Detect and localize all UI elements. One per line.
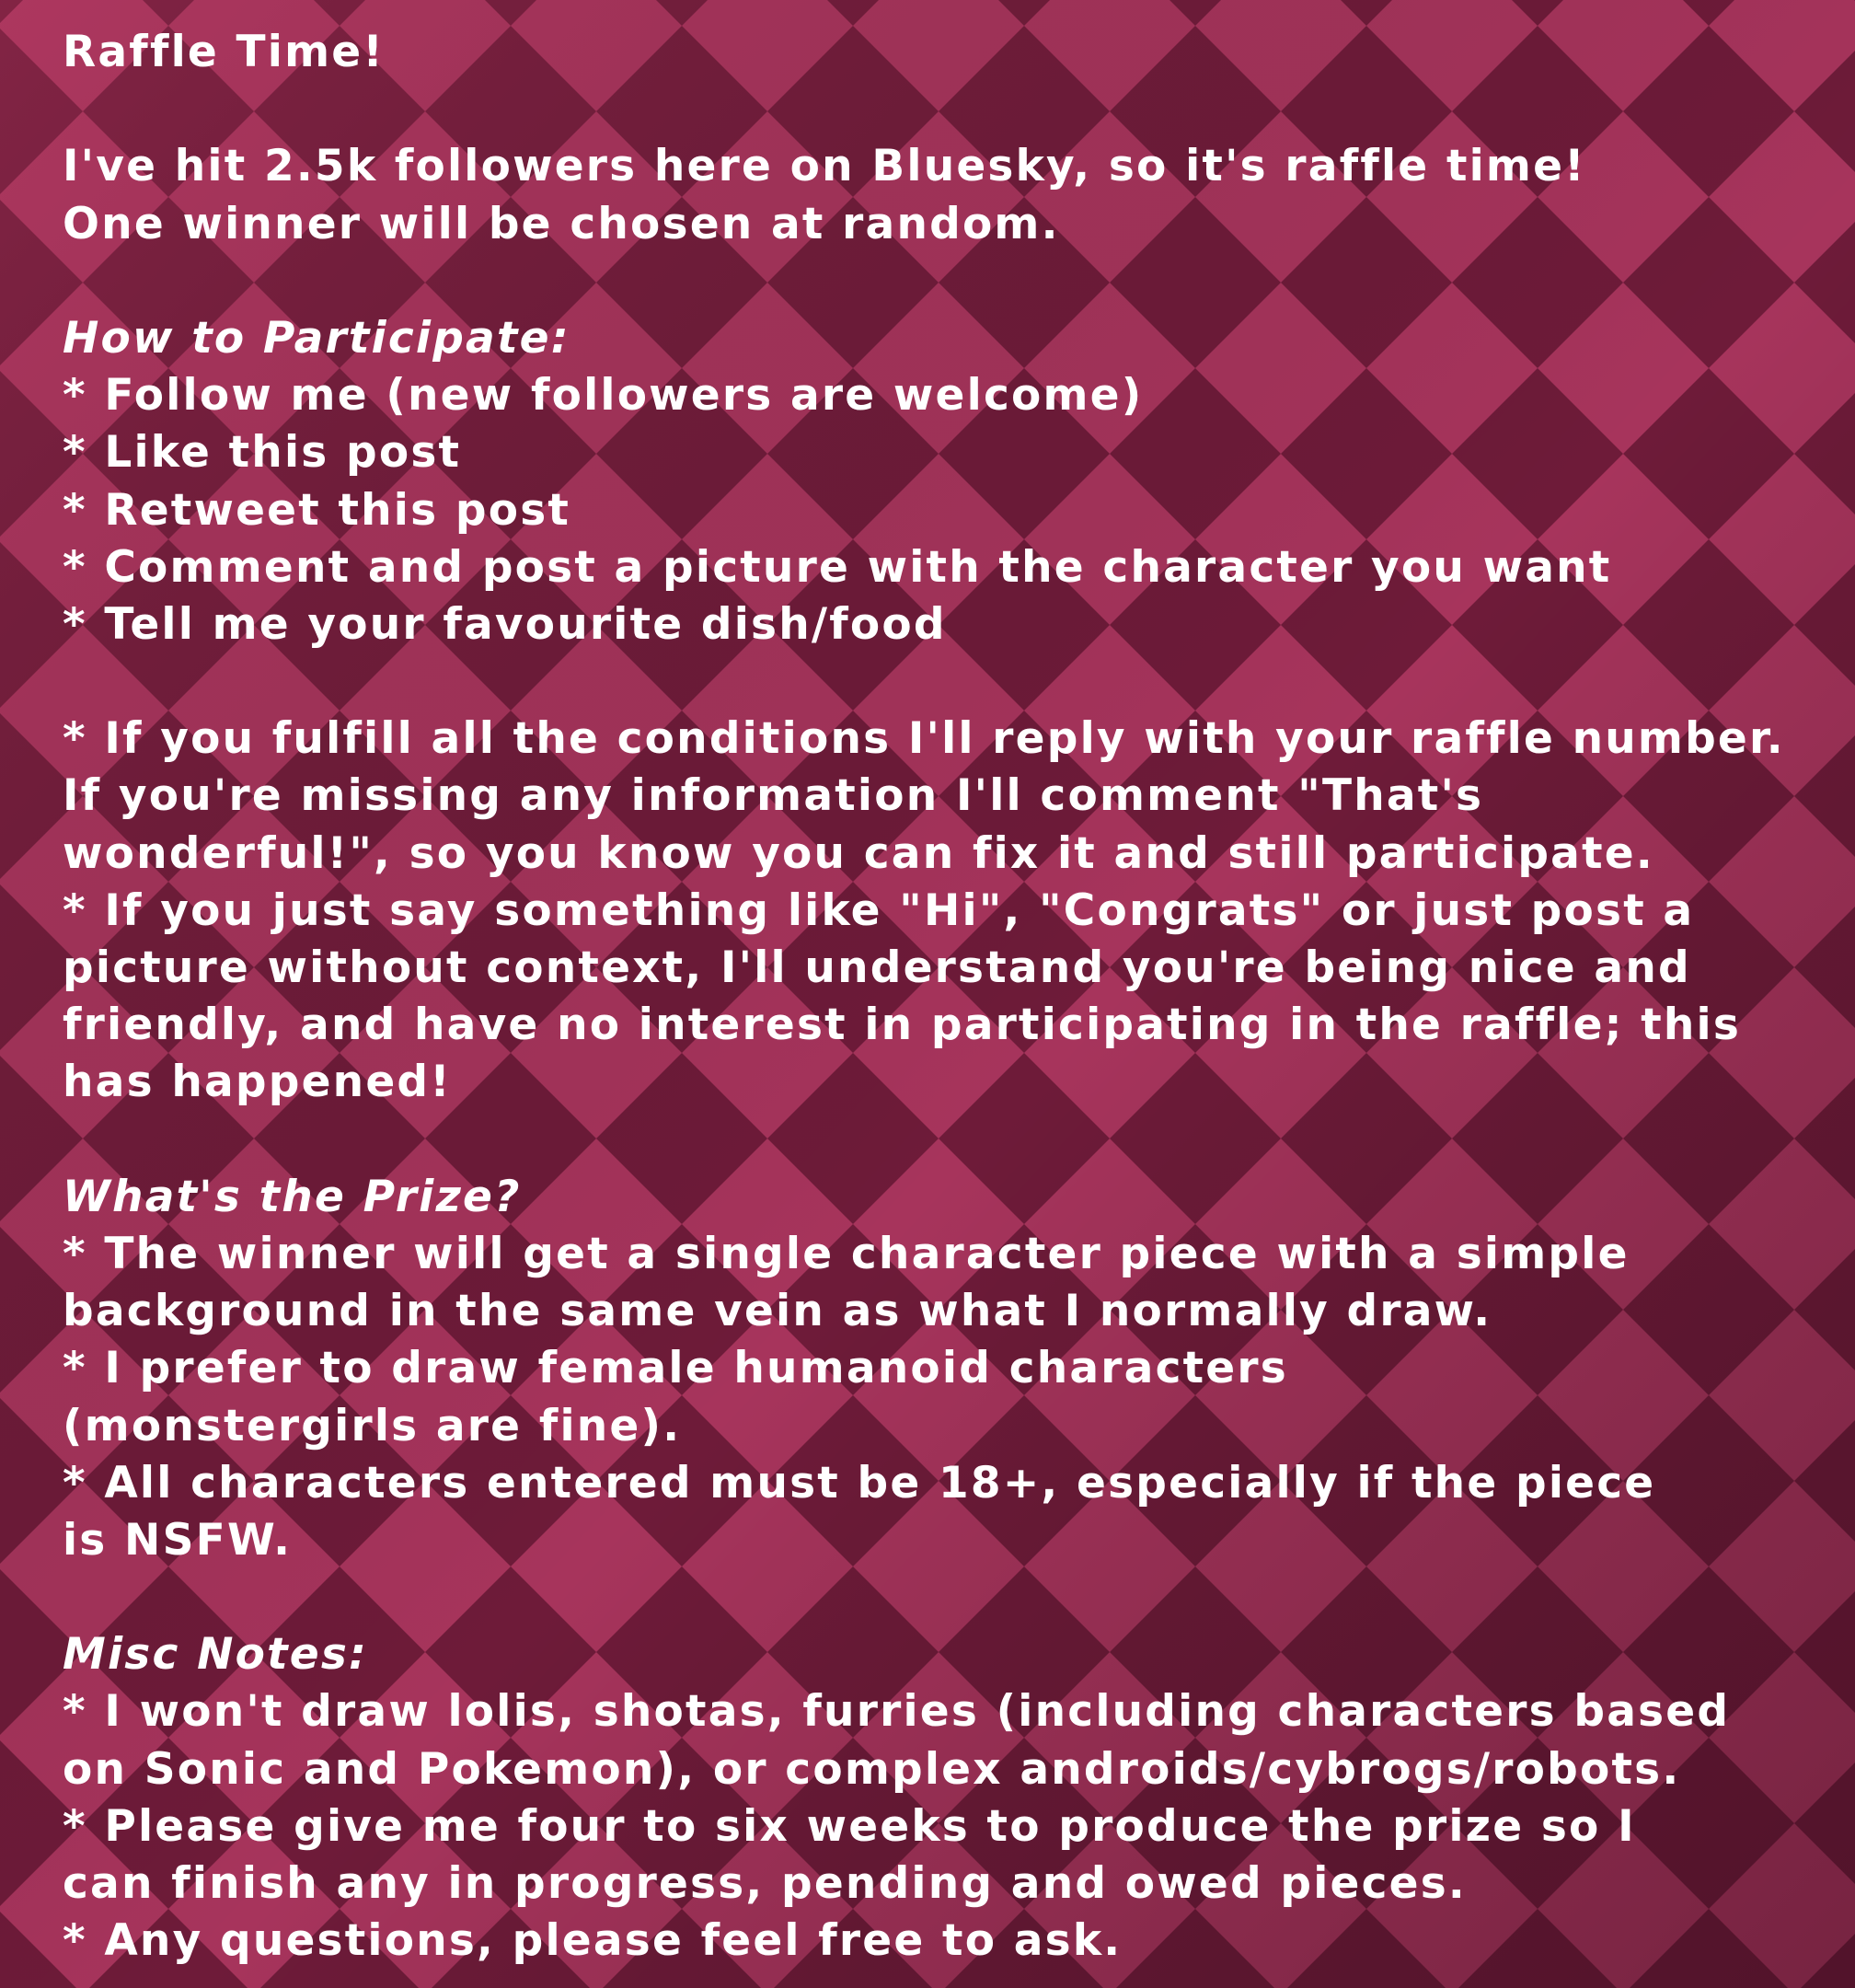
conditions-line: * If you fulfill all the conditions I'll reply with your raffle number. xyxy=(63,713,1785,765)
participate-heading: How to Participate: xyxy=(63,312,570,364)
prize-line: background in the same vein as what I normally draw. xyxy=(63,1286,1492,1337)
conditions-line: friendly, and have no interest in participating in the raffle; this xyxy=(63,1000,1742,1051)
spacer xyxy=(63,1112,1838,1169)
spacer xyxy=(63,653,1838,711)
conditions-line: * If you just say something like "Hi", "Congrats" or just post a xyxy=(63,884,1695,936)
conditions-line: If you're missing any information I'll comment "That's xyxy=(63,770,1484,822)
spacer xyxy=(63,1569,1838,1626)
misc-line: on Sonic and Pokemon), or complex androids/cybrogs/robots. xyxy=(63,1743,1681,1795)
misc-heading: Misc Notes: xyxy=(63,1629,369,1681)
prize-heading: What's the Prize? xyxy=(63,1171,522,1222)
spacer xyxy=(63,81,1838,138)
participate-item: * Like this post xyxy=(63,427,462,479)
prize-line: * I prefer to draw female humanoid characters xyxy=(63,1343,1288,1394)
intro-line: One winner will be chosen at random. xyxy=(63,198,1060,249)
prize-line: * All characters entered must be 18+, especially if the piece xyxy=(63,1457,1656,1508)
conditions-line: picture without context, I'll understand you're being nice and xyxy=(63,942,1691,993)
misc-line: * I won't draw lolis, shotas, furries (including characters based xyxy=(63,1686,1731,1738)
conditions-line: has happened! xyxy=(63,1057,452,1108)
participate-item: * Retweet this post xyxy=(63,484,571,536)
misc-line: * Please give me four to six weeks to produce the prize so I xyxy=(63,1800,1636,1852)
participate-item: * Follow me (new followers are welcome) xyxy=(63,370,1144,422)
raffle-announcement xyxy=(63,24,1838,1970)
conditions-line: wonderful!", so you know you can fix it and still participate. xyxy=(63,827,1654,879)
prize-line: (monstergirls are fine). xyxy=(63,1400,682,1451)
page-title: Raffle Time! xyxy=(63,27,386,77)
participate-item: * Comment and post a picture with the character you want xyxy=(63,541,1612,593)
misc-line: can finish any in progress, pending and owed pieces. xyxy=(63,1858,1467,1909)
misc-line: * Any questions, please feel free to ask. xyxy=(63,1915,1123,1967)
intro-line: I've hit 2.5k followers here on Bluesky, so it's raffle time! xyxy=(63,141,1586,192)
spacer xyxy=(63,253,1838,310)
participate-item: * Tell me your favourite dish/food xyxy=(63,598,947,650)
prize-line: * The winner will get a single character piece with a simple xyxy=(63,1228,1630,1279)
prize-line: is NSFW. xyxy=(63,1514,293,1566)
